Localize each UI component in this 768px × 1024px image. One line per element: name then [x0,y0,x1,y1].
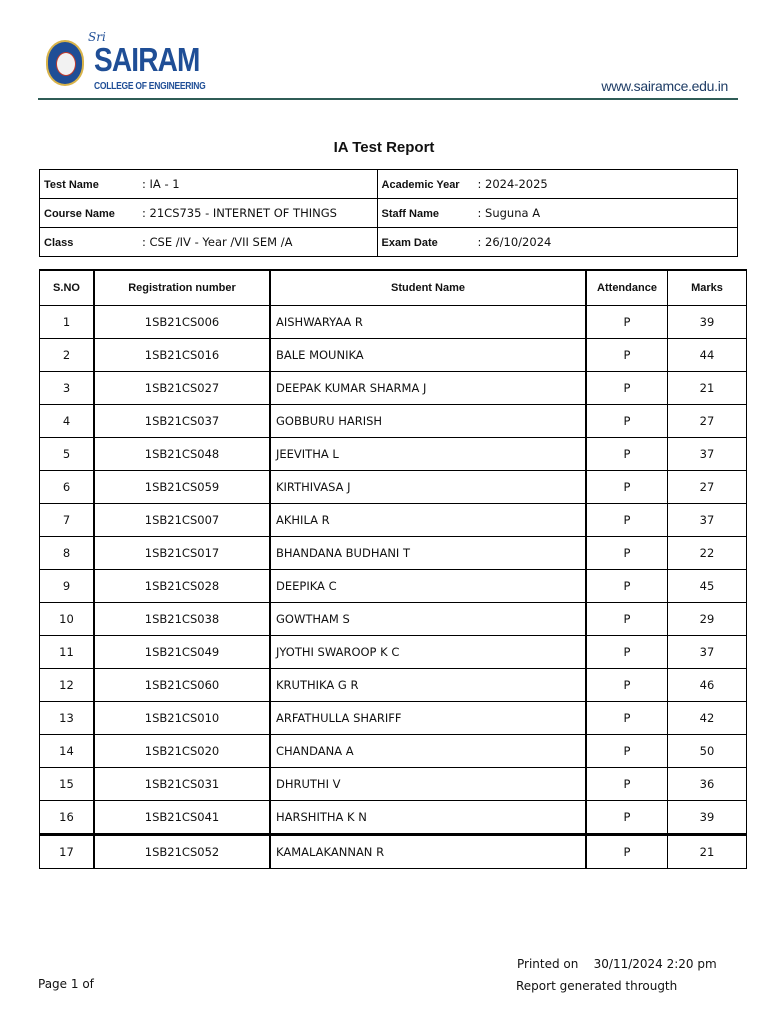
page-number: Page 1 of [38,977,94,991]
row-student-name: KAMALAKANNAN R [270,835,586,869]
marks-table [39,269,747,869]
test-name-label: Test Name [44,179,99,191]
row-sno: 11 [40,636,95,669]
row-marks: 27 [668,405,747,438]
row-sno: 6 [40,471,95,504]
row-attendance: P [586,801,668,835]
test-info-table [39,169,738,257]
table-row [40,339,747,372]
row-marks: 42 [668,702,747,735]
col-header-marks: Marks [668,270,747,306]
row-marks: 36 [668,768,747,801]
row-registration: 1SB21CS031 [94,768,270,801]
row-marks: 21 [668,835,747,869]
page-header [38,30,738,100]
table-row [40,372,747,405]
row-sno: 17 [40,835,95,869]
row-marks: 21 [668,372,747,405]
academic-year-value: : 2024-2025 [477,177,548,191]
staff-name-cell [377,199,737,228]
row-student-name: BHANDANA BUDHANI T [270,537,586,570]
row-student-name: KRUTHIKA G R [270,669,586,702]
row-student-name: CHANDANA A [270,735,586,768]
report-generated-text: Report generated througth [516,979,678,993]
row-sno: 3 [40,372,95,405]
row-marks: 37 [668,438,747,471]
row-marks: 45 [668,570,747,603]
row-attendance: P [586,603,668,636]
row-attendance: P [586,372,668,405]
row-attendance: P [586,735,668,768]
row-marks: 44 [668,339,747,372]
row-attendance: P [586,636,668,669]
row-registration: 1SB21CS037 [94,405,270,438]
row-registration: 1SB21CS041 [94,801,270,835]
row-student-name: JEEVITHA L [270,438,586,471]
table-row [40,702,747,735]
row-student-name: BALE MOUNIKA [270,339,586,372]
row-sno: 7 [40,504,95,537]
academic-year-label: Academic Year [381,179,460,191]
row-registration: 1SB21CS006 [94,306,270,339]
test-name-value: : IA - 1 [142,177,180,191]
row-sno: 15 [40,768,95,801]
row-registration: 1SB21CS059 [94,471,270,504]
row-attendance: P [586,504,668,537]
row-student-name: GOWTHAM S [270,603,586,636]
exam-date-label: Exam Date [381,237,438,249]
table-row [40,504,747,537]
table-row [40,570,747,603]
row-registration: 1SB21CS048 [94,438,270,471]
row-marks: 37 [668,504,747,537]
row-marks: 37 [668,636,747,669]
row-student-name: DHRUTHI V [270,768,586,801]
row-registration: 1SB21CS052 [94,835,270,869]
row-sno: 9 [40,570,95,603]
row-sno: 8 [40,537,95,570]
exam-date-value: : 26/10/2024 [477,235,552,249]
col-header-registration: Registration number [94,270,270,306]
row-attendance: P [586,702,668,735]
logo-subtitle: COLLEGE OF ENGINEERING [94,81,206,92]
row-attendance: P [586,537,668,570]
table-row [40,735,747,768]
row-registration: 1SB21CS007 [94,504,270,537]
table-row [40,306,747,339]
row-sno: 1 [40,306,95,339]
table-row [40,636,747,669]
row-attendance: P [586,471,668,504]
row-sno: 12 [40,669,95,702]
row-student-name: AISHWARYAA R [270,306,586,339]
row-marks: 39 [668,801,747,835]
row-student-name: HARSHITHA K N [270,801,586,835]
row-attendance: P [586,405,668,438]
row-marks: 29 [668,603,747,636]
row-registration: 1SB21CS049 [94,636,270,669]
table-row [40,669,747,702]
class-label: Class [44,237,74,249]
row-marks: 39 [668,306,747,339]
class-cell [40,228,378,257]
row-attendance: P [586,835,668,869]
table-row [40,537,747,570]
row-registration: 1SB21CS020 [94,735,270,768]
col-header-student-name: Student Name [270,270,586,306]
table-row [40,471,747,504]
row-student-name: DEEPIKA C [270,570,586,603]
row-sno: 13 [40,702,95,735]
col-header-sno: S.NO [40,270,95,306]
printed-on-value: 30/11/2024 2:20 pm [593,957,717,971]
row-registration: 1SB21CS038 [94,603,270,636]
row-marks: 27 [668,471,747,504]
row-student-name: KIRTHIVASA J [270,471,586,504]
row-sno: 10 [40,603,95,636]
table-row [40,835,747,869]
row-attendance: P [586,339,668,372]
row-sno: 4 [40,405,95,438]
row-sno: 5 [40,438,95,471]
report-title: IA Test Report [333,139,435,156]
row-student-name: GOBBURU HARISH [270,405,586,438]
table-row [40,603,747,636]
printed-on-label: Printed on [517,957,579,971]
row-attendance: P [586,438,668,471]
row-attendance: P [586,669,668,702]
row-student-name: JYOTHI SWAROOP K C [270,636,586,669]
row-marks: 50 [668,735,747,768]
row-registration: 1SB21CS010 [94,702,270,735]
row-registration: 1SB21CS017 [94,537,270,570]
row-attendance: P [586,570,668,603]
col-header-attendance: Attendance [586,270,668,306]
row-marks: 46 [668,669,747,702]
row-attendance: P [586,768,668,801]
row-sno: 14 [40,735,95,768]
course-name-label: Course Name [44,208,115,220]
class-value: : CSE /IV - Year /VII SEM /A [142,235,293,249]
row-marks: 22 [668,537,747,570]
row-sno: 2 [40,339,95,372]
printed-on [517,957,717,971]
staff-name-value: : Suguna A [477,206,541,220]
row-registration: 1SB21CS016 [94,339,270,372]
table-header-row [40,270,747,306]
row-registration: 1SB21CS060 [94,669,270,702]
row-registration: 1SB21CS027 [94,372,270,405]
row-attendance: P [586,306,668,339]
row-student-name: ARFATHULLA SHARIFF [270,702,586,735]
logo-prefix: Sri [88,30,106,44]
row-student-name: AKHILA R [270,504,586,537]
website-link[interactable]: www.sairamce.edu.in [601,78,728,94]
logo-name: SAIRAM [94,41,200,78]
college-emblem-icon [46,40,84,86]
course-name-value: : 21CS735 - INTERNET OF THINGS [142,206,337,220]
table-row [40,405,747,438]
row-registration: 1SB21CS028 [94,570,270,603]
table-row [40,438,747,471]
row-student-name: DEEPAK KUMAR SHARMA J [270,372,586,405]
row-sno: 16 [40,801,95,835]
course-name-cell [40,199,378,228]
staff-name-label: Staff Name [381,208,439,220]
header-divider [38,98,738,100]
exam-date-cell [377,228,737,257]
table-row [40,768,747,801]
table-row [40,801,747,835]
test-name-cell [40,170,378,199]
academic-year-cell [377,170,737,199]
